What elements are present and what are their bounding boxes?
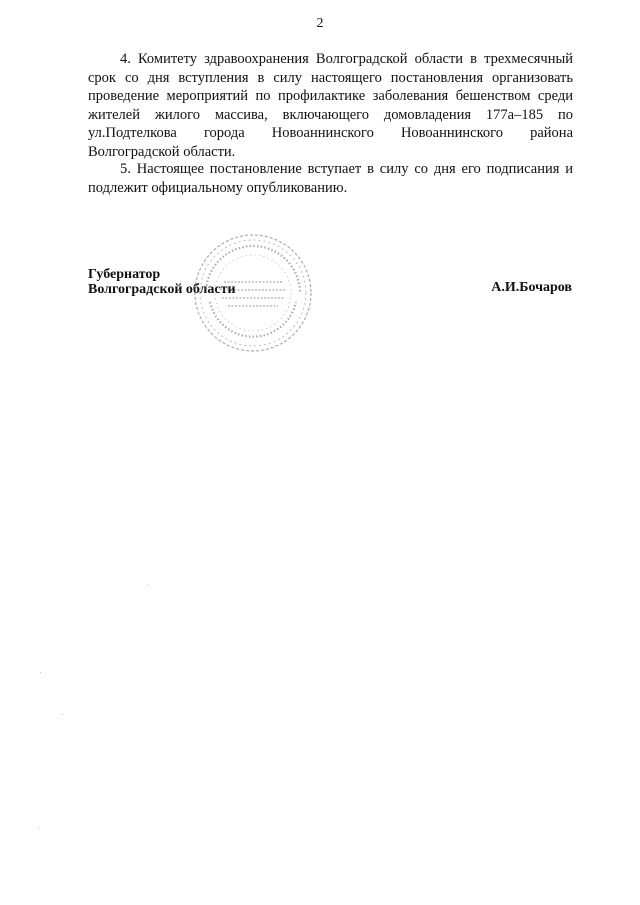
scan-speck bbox=[148, 585, 149, 586]
signatory-title-line-1: Губернатор bbox=[88, 267, 161, 282]
signatory-title-line-2: Волгоградской области bbox=[88, 282, 236, 297]
scan-speck bbox=[40, 672, 41, 673]
paragraph-4: 4. Комитету здравоохранения Волгоградской области в трехмесячный срок со дня вступления в силу настоящего постановления организовать проведение мероприятий по профилактике заболевания бешенством среди жителей жилого массива, включающего домовладения 177а–185 по ул.Подтелкова города Новоаннинского Новоаннинского района Волгоградской области. bbox=[88, 51, 573, 160]
scan-speck bbox=[38, 827, 39, 828]
signatory-name: А.И.Бочаров bbox=[491, 280, 572, 295]
official-round-seal-icon bbox=[192, 232, 314, 354]
scan-speck bbox=[62, 714, 63, 715]
paragraph-5: 5. Настоящее постановление вступает в силу со дня его подписания и подлежит официальному опубликованию. bbox=[88, 161, 573, 196]
page-number: 2 bbox=[316, 16, 324, 31]
